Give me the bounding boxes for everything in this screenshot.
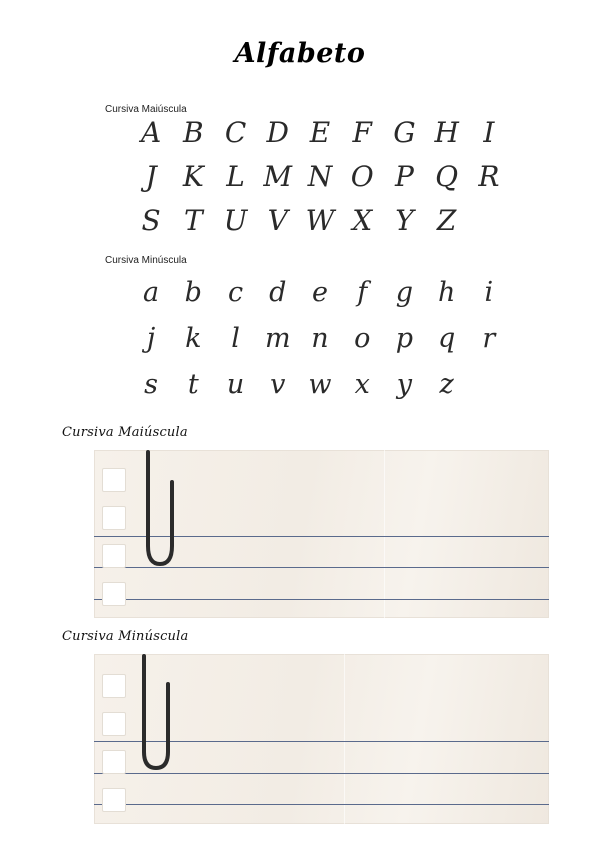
letter-glyph: p	[395, 323, 414, 354]
letter-glyph: f	[357, 277, 368, 308]
letter-glyph: L	[226, 160, 245, 193]
letter-glyph: S	[141, 204, 161, 237]
letter-glyph: X	[352, 204, 373, 237]
punch-hole	[102, 674, 126, 698]
uppercase-letter-grid	[130, 118, 510, 236]
punch-hole	[102, 788, 126, 812]
letter-glyph: C	[224, 116, 247, 149]
letter-glyph: j	[146, 323, 156, 354]
letter-glyph: V	[267, 204, 288, 237]
letter-glyph: u	[226, 369, 245, 400]
letter-glyph: Q	[435, 160, 459, 193]
letter-glyph: G	[393, 116, 416, 149]
letter-glyph: Y	[395, 204, 414, 237]
lowercase-practice-paper	[94, 654, 549, 824]
punch-hole	[102, 750, 126, 774]
letter-glyph: t	[187, 369, 199, 400]
letter-glyph: y	[396, 369, 413, 400]
letter-glyph: s	[144, 369, 159, 400]
lowercase-reference-label: Cursiva Minúscula	[105, 255, 187, 266]
letter-glyph: H	[434, 116, 459, 149]
letter-glyph: k	[185, 323, 202, 354]
letter-glyph: w	[308, 369, 332, 400]
letter-glyph: B	[183, 116, 204, 149]
punch-hole	[102, 506, 126, 530]
letter-glyph: U	[223, 204, 248, 237]
paperclip-icon	[142, 450, 182, 570]
letter-glyph: K	[182, 160, 204, 193]
punch-hole	[102, 582, 126, 606]
letter-glyph: l	[231, 323, 240, 354]
letter-glyph: a	[143, 277, 160, 308]
letter-glyph: n	[311, 323, 329, 354]
page-title: Alfabeto	[234, 38, 366, 69]
letter-glyph: R	[478, 160, 500, 193]
letter-glyph: b	[184, 277, 202, 308]
lowercase-letter-grid	[130, 278, 510, 400]
letter-glyph: T	[183, 204, 203, 237]
letter-glyph: Z	[436, 204, 457, 237]
letter-glyph: h	[437, 277, 456, 308]
letter-glyph: O	[350, 160, 374, 193]
punch-hole	[102, 712, 126, 736]
uppercase-reference-label: Cursiva Maiúscula	[105, 104, 187, 115]
letter-glyph: v	[270, 369, 286, 400]
letter-glyph: A	[140, 116, 162, 149]
letter-glyph: x	[354, 369, 370, 400]
letter-glyph: N	[307, 160, 333, 193]
letter-glyph: r	[482, 323, 496, 354]
punch-hole	[102, 468, 126, 492]
paperclip-icon	[138, 654, 178, 774]
punch-hole	[102, 544, 126, 568]
letter-glyph: J	[145, 160, 157, 193]
letter-glyph: M	[263, 160, 293, 193]
letter-glyph: o	[354, 323, 371, 354]
letter-glyph: E	[309, 116, 331, 149]
letter-glyph: g	[395, 277, 414, 308]
lowercase-practice-label: Cursiva Minúscula	[62, 629, 189, 644]
letter-glyph: D	[266, 116, 289, 149]
letter-glyph: m	[264, 323, 291, 354]
letter-glyph: I	[483, 116, 495, 149]
letter-glyph: z	[439, 369, 454, 400]
letter-glyph: c	[227, 277, 244, 308]
letter-glyph: e	[312, 277, 328, 308]
letter-glyph: q	[438, 323, 456, 354]
letter-glyph: i	[484, 277, 494, 308]
letter-glyph: d	[269, 277, 287, 308]
letter-glyph: F	[352, 116, 372, 149]
uppercase-practice-label: Cursiva Maiúscula	[62, 425, 188, 440]
letter-glyph: W	[305, 204, 335, 237]
uppercase-practice-paper	[94, 450, 549, 618]
letter-glyph: P	[395, 160, 414, 193]
